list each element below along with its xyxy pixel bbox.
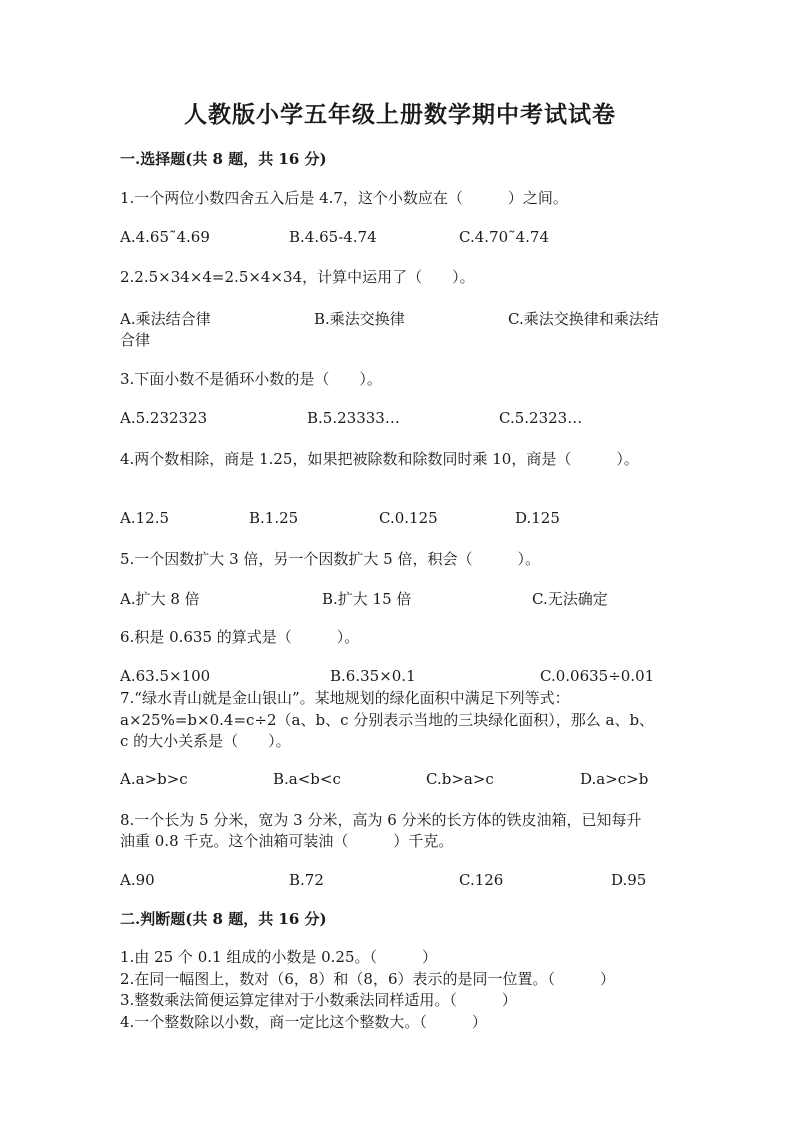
question-2: 2.2.5×34×4=2.5×4×34，计算中运用了（ ）。 (120, 268, 475, 286)
question-1-option-b: B.4.65-4.74 (289, 228, 377, 246)
question-6-option-b: B.6.35×0.1 (330, 667, 416, 685)
question-6: 6.积是 0.635 的算式是（ ）。 (120, 628, 360, 646)
question-2-option-a: A.乘法结合律 (120, 310, 211, 328)
question-7-option-d: D.a>c>b (580, 770, 649, 788)
question-1-option-a: A.4.65˜4.69 (120, 228, 210, 246)
true-false-item-1: 1.由 25 个 0.1 组成的小数是 0.25。（ ） (120, 948, 437, 966)
question-8-line-2: 油重 0.8 千克。这个油箱可装油（ ）千克。 (120, 832, 454, 850)
question-4-option-b: B.1.25 (249, 509, 299, 527)
question-2-option-b: B.乘法交换律 (314, 310, 405, 328)
question-5: 5.一个因数扩大 3 倍，另一个因数扩大 5 倍，积会（ ）。 (120, 550, 540, 568)
question-2-option-c-continued: 合律 (120, 331, 151, 349)
question-5-option-a: A.扩大 8 倍 (120, 590, 200, 608)
question-4-option-a: A.12.5 (120, 509, 169, 527)
question-7-option-c: C.b>a>c (426, 770, 494, 788)
question-4: 4.两个数相除，商是 1.25，如果把被除数和除数同时乘 10，商是（ ）。 (120, 450, 639, 468)
question-8-option-b: B.72 (289, 871, 324, 889)
question-4-option-d: D.125 (515, 509, 560, 527)
question-7-option-b: B.a<b<c (273, 770, 341, 788)
question-8-line-1: 8.一个长为 5 分米，宽为 3 分米，高为 6 分米的长方体的铁皮油箱，已知每升 (120, 811, 642, 829)
question-3-option-a: A.5.232323 (120, 409, 208, 427)
question-3-option-c: C.5.2323… (499, 409, 583, 427)
question-5-option-c: C.无法确定 (532, 590, 608, 608)
question-3-option-b: B.5.23333… (307, 409, 400, 427)
question-7-option-a: A.a>b>c (120, 770, 188, 788)
section-heading-multiple-choice: 一.选择题(共 8 题，共 16 分) (120, 150, 327, 168)
true-false-item-3: 3.整数乘法简便运算定律对于小数乘法同样适用。（ ） (120, 991, 517, 1009)
question-8-option-c: C.126 (459, 871, 504, 889)
section-heading-true-false: 二.判断题(共 8 题，共 16 分) (120, 910, 327, 928)
question-6-option-a: A.63.5×100 (120, 667, 211, 685)
exam-title: 人教版小学五年级上册数学期中考试试卷 (184, 101, 616, 128)
question-7-line-1: 7.“绿水青山就是金山银山”。某地规划的绿化面积中满足下列等式： (120, 689, 570, 707)
true-false-item-4: 4.一个整数除以小数，商一定比这个整数大。（ ） (120, 1013, 487, 1031)
question-3: 3.下面小数不是循环小数的是（ ）。 (120, 370, 382, 388)
question-5-option-b: B.扩大 15 倍 (322, 590, 412, 608)
question-7-line-2: a×25%=b×0.4=c÷2（a、b、c 分别表示当地的三块绿化面积），那么 a、b、 (120, 711, 655, 729)
question-1: 1.一个两位小数四舍五入后是 4.7，这个小数应在（ ）之间。 (120, 189, 568, 207)
true-false-item-2: 2.在同一幅图上，数对（6，8）和（8，6）表示的是同一位置。（ ） (120, 970, 615, 988)
question-8-option-d: D.95 (611, 871, 647, 889)
question-8-option-a: A.90 (120, 871, 155, 889)
question-2-option-c: C.乘法交换律和乘法结 (508, 310, 659, 328)
question-6-option-c: C.0.0635÷0.01 (540, 667, 655, 685)
question-7-line-3: c 的大小关系是（ ）。 (120, 732, 291, 750)
question-4-option-c: C.0.125 (379, 509, 438, 527)
question-1-option-c: C.4.70˜4.74 (459, 228, 550, 246)
